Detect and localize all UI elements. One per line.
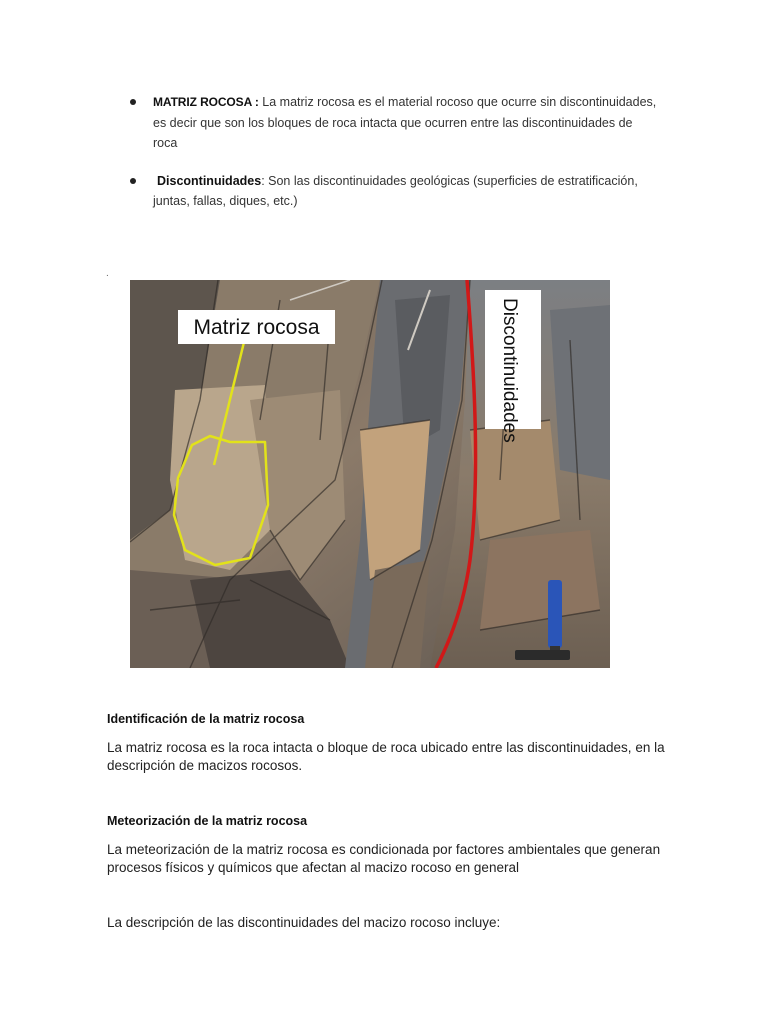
bullet-matriz-rocosa <box>130 92 660 154</box>
label-matriz-rocosa-text: Matriz rocosa <box>193 316 320 339</box>
bullet-discontinuidades <box>130 171 660 212</box>
definition-discontinuidades: : Son las discontinuidades geológicas (superficies de estratificación, juntas, fallas, diques, etc.) <box>153 173 638 208</box>
label-discontinuidades <box>485 290 541 443</box>
label-discontinuidades-text: Discontinuidades <box>499 298 520 443</box>
paragraph-meteorizacion: La meteorización de la matriz rocosa es condicionada por factores ambientales que generan procesos físicos y químicos que afectan al macizo rocoso en general <box>107 842 661 875</box>
rock-outcrop-photo <box>130 280 610 668</box>
bullet-dot-icon <box>130 99 136 105</box>
paragraph-closing: La descripción de las discontinuidades del macizo rocoso incluye: <box>107 915 501 930</box>
stray-mark: . <box>106 268 109 279</box>
heading-identificacion: Identificación de la matriz rocosa <box>107 712 305 726</box>
definitions-list <box>130 92 660 212</box>
label-matriz-rocosa <box>178 310 335 344</box>
bullet-dot-icon <box>130 178 136 184</box>
heading-meteorizacion: Meteorización de la matriz rocosa <box>107 814 308 828</box>
term-discontinuidades: Discontinuidades <box>157 173 262 188</box>
definition-matriz-rocosa: La matriz rocosa es el material rocoso que ocurre sin discontinuidades, es decir que son los bloques de roca intacta que ocurren entre las discontinuidades de roca <box>153 95 657 150</box>
term-matriz-rocosa: MATRIZ ROCOSA : <box>153 95 259 109</box>
paragraph-identificacion: La matriz rocosa es la roca intacta o bloque de roca ubicado entre las discontinuidades, en la descripción de macizos rocosos. <box>107 740 665 773</box>
